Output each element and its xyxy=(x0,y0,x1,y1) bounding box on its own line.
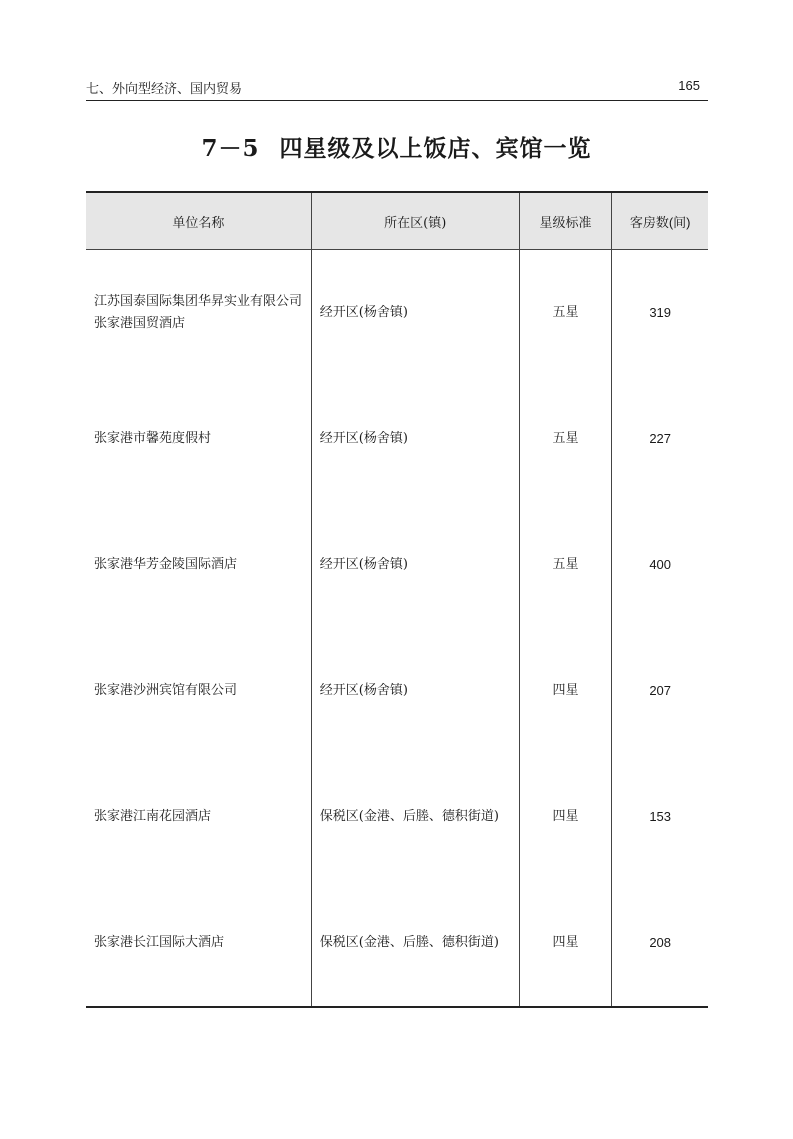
table-number: 7－5 xyxy=(201,135,260,162)
cell-star: 四星 xyxy=(519,628,612,754)
cell-name: 江苏国泰国际集团华昇实业有限公司张家港国贸酒店 xyxy=(94,294,303,331)
cell-star: 四星 xyxy=(519,754,612,880)
cell-star: 五星 xyxy=(519,376,612,502)
cell-rooms: 153 xyxy=(612,754,708,880)
cell-rooms: 227 xyxy=(612,376,708,502)
table-row xyxy=(86,754,708,880)
cell-rooms: 400 xyxy=(612,502,708,628)
cell-rooms: 208 xyxy=(612,880,708,1007)
cell-name: 张家港华芳金陵国际酒店 xyxy=(94,557,238,572)
table-title xyxy=(0,130,793,163)
cell-star: 五星 xyxy=(519,250,612,377)
table-row xyxy=(86,880,708,1007)
table-row xyxy=(86,376,708,502)
column-header-rooms: 客房数(间) xyxy=(612,192,708,250)
cell-name: 张家港长江国际大酒店 xyxy=(86,880,311,1007)
column-header-star: 星级标准 xyxy=(519,192,612,250)
table-row xyxy=(86,502,708,628)
table-title-text: 四星级及以上饭店、宾馆一览 xyxy=(279,135,592,162)
cell-name: 张家港市馨苑度假村 xyxy=(94,431,212,446)
cell-star: 四星 xyxy=(519,880,612,1007)
cell-name: 张家港江南花园酒店 xyxy=(94,809,212,824)
cell-rooms: 319 xyxy=(612,250,708,377)
cell-location: 经开区(杨舍镇) xyxy=(311,502,519,628)
table-row xyxy=(86,628,708,754)
hotels-table xyxy=(86,191,708,1008)
page-number: 165 xyxy=(678,78,700,93)
cell-location: 经开区(杨舍镇) xyxy=(311,628,519,754)
column-header-location: 所在区(镇) xyxy=(311,192,519,250)
cell-location: 保税区(金港、后塍、德积街道) xyxy=(311,754,519,880)
cell-location: 经开区(杨舍镇) xyxy=(311,250,519,377)
column-header-name: 单位名称 xyxy=(86,192,311,250)
table-header-row xyxy=(86,192,708,250)
cell-rooms: 207 xyxy=(612,628,708,754)
cell-location: 保税区(金港、后塍、德积街道) xyxy=(311,880,519,1007)
running-header xyxy=(86,78,708,101)
cell-name: 张家港沙洲宾馆有限公司 xyxy=(94,683,238,698)
cell-location: 经开区(杨舍镇) xyxy=(311,376,519,502)
cell-star: 五星 xyxy=(519,502,612,628)
table-row xyxy=(86,250,708,377)
section-title: 七、外向型经济、国内贸易 xyxy=(86,82,243,97)
